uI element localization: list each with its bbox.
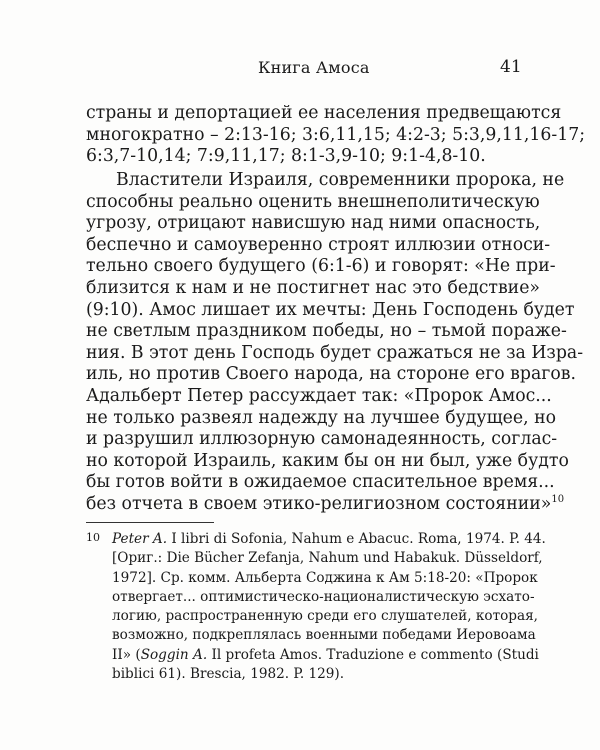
footnote-text: Il profeta Amos. Traduzione e commento (Studi	[207, 646, 539, 663]
text-line: способны реально оценить внешнеполитическую	[86, 191, 540, 212]
text-line: иль, но против Своего народа, на стороне его врагов.	[86, 364, 576, 385]
footnote-text: II» (	[112, 646, 141, 663]
footnote-line: 1972]. Ср. комм. Альберта Соджина к Ам 5:18-20: «Пророк	[112, 569, 538, 586]
text-line: беспечно и самоуверенно строят иллюзии относи-	[86, 234, 551, 255]
text-line: близится к нам и не постигнет нас это бедствие»	[86, 277, 540, 298]
text-line: но которой Израиль, каким бы он ни был, уже будто	[86, 450, 569, 471]
text-line: (9:10). Амос лишает их мечты: День Господень будет	[86, 299, 575, 320]
text-line: и разрушил иллюзорную самонадеянность, соглас-	[86, 429, 558, 450]
footnote	[112, 530, 546, 684]
footnote-line: отвергает... оптимистическо-националистическую эсхато-	[112, 588, 535, 605]
text-line: без отчета в своем этико-религиозном состоянии»	[86, 493, 552, 514]
page-number: 41	[500, 57, 522, 77]
paragraph-2	[86, 170, 584, 516]
footnote-author: Peter A.	[112, 531, 168, 547]
footnote-line: возможно, подкреплялась военными победами Иеровоама	[112, 627, 536, 644]
text-line-with-footnote	[86, 493, 565, 516]
text-line: страны и депортацией ее населения предвещаются	[86, 103, 562, 123]
text-line: угрозу, отрицают нависшую над ними опасность,	[86, 213, 541, 234]
footnote-author: Soggin A.	[140, 646, 208, 663]
footnote-number: 10	[86, 531, 100, 544]
footnote-line	[112, 646, 539, 665]
footnote-reference[interactable]: 10	[551, 493, 565, 505]
text-line: не светлым праздником победы, но – тьмой пораже-	[86, 321, 567, 342]
text-line: 6:3,7-10,14; 7:9,11,17; 8:1-3,9-10; 9:1-4,8-10.	[86, 146, 486, 167]
text-line: ния. В этот день Господь будет сражаться не за Изра-	[86, 342, 584, 363]
footnote-line: логию, распространенную среди его слушателей, которая,	[112, 608, 538, 625]
text-line: многократно – 2:13-16; 3:6,11,15; 4:2-3; 5:3,9,11,16-17;	[86, 124, 586, 145]
footnote-line: biblici 61). Brescia, 1982. P. 129).	[112, 666, 345, 683]
text-line: Адальберт Петер рассуждает так: «Пророк Амос...	[86, 385, 552, 406]
text-line: бы готов войти в ожидаемое спасительное время...	[86, 472, 555, 493]
running-title: Книга Амоса	[258, 58, 370, 77]
text-line: тельно своего будущего (6:1-6) и говорят: «Не при-	[86, 256, 556, 277]
text-line: не только развеял надежду на лучшее будущее, но	[86, 407, 557, 428]
paragraph-1	[86, 103, 586, 168]
footnote-line: [Ориг.: Die Bücher Zefanja, Nahum und Habakuk. Düsseldorf,	[112, 550, 543, 567]
footnote-divider	[86, 522, 214, 523]
footnote-line	[112, 530, 546, 549]
text-line: Властители Израиля, современники пророка, не	[116, 170, 565, 190]
footnote-text: I libri di Sofonia, Nahum e Abacuc. Roma, 1974. P. 44.	[167, 531, 546, 547]
